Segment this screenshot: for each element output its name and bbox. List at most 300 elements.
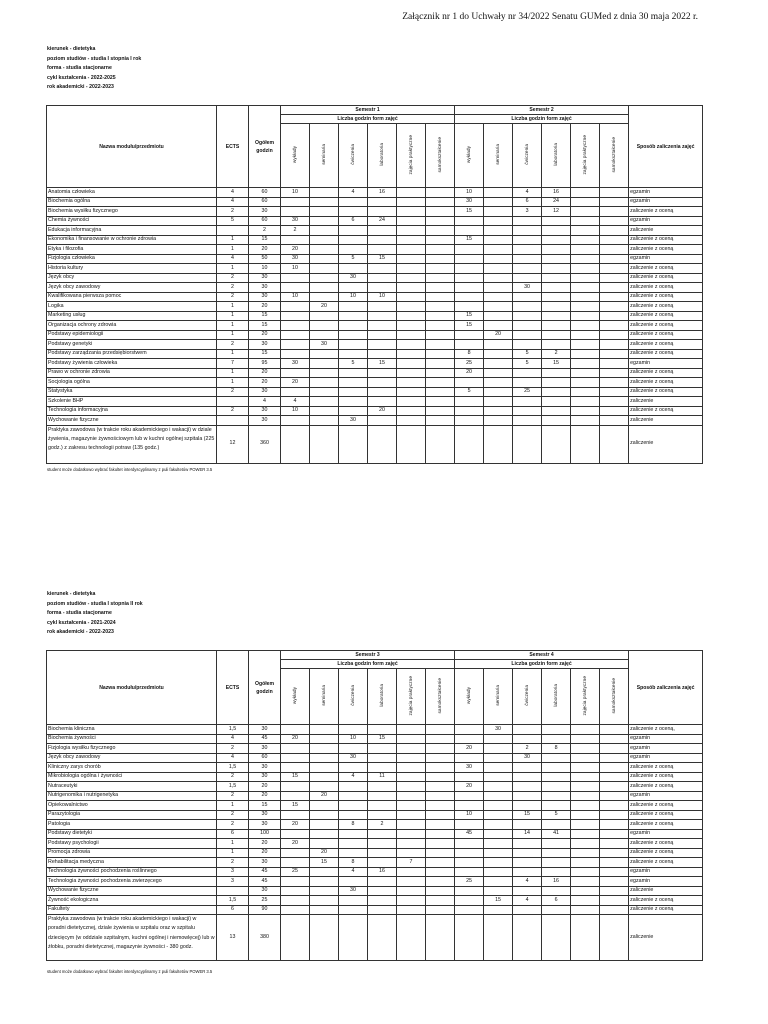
table-cell — [368, 905, 397, 915]
table-cell: 5 — [339, 359, 368, 369]
table-row — [47, 848, 703, 858]
table-cell — [484, 188, 513, 198]
table-cell: 15 — [455, 311, 484, 321]
table-cell — [339, 340, 368, 350]
curriculum-table-year-1 — [46, 105, 703, 464]
form-header-label: ćwiczenia — [524, 685, 530, 706]
table-row — [47, 311, 703, 321]
table-cell — [397, 245, 426, 255]
table-cell: 6 — [217, 905, 249, 915]
table-cell — [397, 867, 426, 877]
assessment-mode: zaliczenie z oceną — [629, 896, 703, 906]
assessment-mode: zaliczenie z oceną — [629, 273, 703, 283]
table-cell — [397, 896, 426, 906]
form-header — [513, 669, 542, 725]
table-cell — [455, 772, 484, 782]
table-cell — [484, 264, 513, 274]
table-cell — [426, 235, 455, 245]
table-cell: 8 — [339, 858, 368, 868]
table-cell: 25 — [513, 387, 542, 397]
table-cell: 20 — [310, 302, 339, 312]
table-cell — [339, 425, 368, 463]
table-cell — [310, 207, 339, 217]
table-cell: 45 — [455, 829, 484, 839]
table-cell — [310, 753, 339, 763]
table-cell — [600, 725, 629, 735]
table-cell — [455, 858, 484, 868]
table-cell — [281, 283, 310, 293]
table-cell: 13 — [217, 915, 249, 961]
table-cell — [397, 378, 426, 388]
table-cell — [484, 406, 513, 416]
table-cell — [571, 772, 600, 782]
table-cell — [281, 791, 310, 801]
table-cell: 20 — [249, 791, 281, 801]
table-cell: 20 — [484, 330, 513, 340]
table-cell — [455, 330, 484, 340]
table-cell — [600, 368, 629, 378]
table-cell — [397, 772, 426, 782]
table-cell — [455, 905, 484, 915]
table-cell — [368, 725, 397, 735]
table-cell: 20 — [310, 848, 339, 858]
table-row — [47, 820, 703, 830]
table-cell — [513, 235, 542, 245]
course-name: Organizacja ochrony zdrowia — [47, 321, 217, 331]
table-cell — [397, 753, 426, 763]
table-cell — [571, 801, 600, 811]
table-row — [47, 302, 703, 312]
table-cell: 1 — [217, 349, 249, 359]
table-row — [47, 340, 703, 350]
table-cell — [484, 292, 513, 302]
table-cell — [600, 905, 629, 915]
table-cell — [600, 753, 629, 763]
table-cell: 45 — [249, 734, 281, 744]
form-header-label: laboratoria — [379, 684, 385, 707]
table-cell — [368, 273, 397, 283]
table-cell: 15 — [249, 801, 281, 811]
table-cell — [513, 763, 542, 773]
table-cell — [600, 858, 629, 868]
table-cell: 25 — [455, 877, 484, 887]
table-cell — [484, 226, 513, 236]
table-cell — [397, 349, 426, 359]
table-cell: 25 — [455, 359, 484, 369]
table-cell — [600, 359, 629, 369]
table-cell — [426, 378, 455, 388]
assessment-mode: zaliczenie z oceną — [629, 368, 703, 378]
table-cell: 60 — [249, 216, 281, 226]
table-cell — [426, 858, 455, 868]
table-cell — [397, 416, 426, 426]
meta-line: poziom studiów - studia I stopnia I rok — [47, 55, 142, 62]
table-cell: 1 — [217, 368, 249, 378]
table-cell: 20 — [281, 378, 310, 388]
table-cell — [484, 349, 513, 359]
course-name: Rehabilitacja medyczna — [47, 858, 217, 868]
table-row — [47, 264, 703, 274]
table-cell: 30 — [249, 810, 281, 820]
hours-group-header: Liczba godzin form zajęć — [281, 115, 455, 124]
table-cell — [426, 273, 455, 283]
table-cell: 30 — [249, 725, 281, 735]
assessment-mode: zaliczenie — [629, 416, 703, 426]
form-header — [310, 124, 339, 188]
form-header — [426, 124, 455, 188]
table-cell — [600, 915, 629, 961]
table-cell — [368, 207, 397, 217]
table-cell — [542, 330, 571, 340]
table-cell: 4 — [513, 896, 542, 906]
assessment-mode: zaliczenie z oceną, — [629, 725, 703, 735]
assessment-mode: zaliczenie z oceną — [629, 340, 703, 350]
table-cell: 1 — [217, 302, 249, 312]
assessment-mode: egzamin — [629, 216, 703, 226]
table-cell — [426, 820, 455, 830]
table-row — [47, 877, 703, 887]
form-header-label: laboratoria — [553, 684, 559, 707]
semester-header: Semestr 3 — [281, 651, 455, 660]
table-cell — [542, 245, 571, 255]
table-cell — [426, 368, 455, 378]
table-cell — [513, 245, 542, 255]
table-cell — [397, 848, 426, 858]
table-cell — [571, 245, 600, 255]
table-cell — [339, 311, 368, 321]
table-cell — [542, 820, 571, 830]
table-cell — [542, 905, 571, 915]
table-cell — [397, 915, 426, 961]
table-cell — [571, 235, 600, 245]
table-cell — [368, 264, 397, 274]
table-cell — [368, 877, 397, 887]
form-header — [339, 124, 368, 188]
table-cell — [513, 321, 542, 331]
table-cell: 60 — [249, 197, 281, 207]
table-cell — [455, 848, 484, 858]
table-cell — [426, 915, 455, 961]
column-header-total: Ogółem godzin — [249, 106, 281, 188]
table-cell — [426, 867, 455, 877]
table-row — [47, 406, 703, 416]
table-row — [47, 867, 703, 877]
table-cell: 2 — [217, 273, 249, 283]
table-cell — [281, 273, 310, 283]
form-header — [368, 669, 397, 725]
table-cell — [484, 848, 513, 858]
meta-line: kierunek - dietetyka — [47, 591, 96, 597]
form-header-label: seminaria — [321, 144, 327, 165]
table-cell: 20 — [249, 302, 281, 312]
table-cell — [542, 397, 571, 407]
semester-header: Semestr 1 — [281, 106, 455, 115]
form-header — [513, 124, 542, 188]
table-cell: 20 — [249, 839, 281, 849]
assessment-mode: zaliczenie z oceną — [629, 905, 703, 915]
table-cell — [600, 406, 629, 416]
table-cell — [339, 397, 368, 407]
course-name: Praktyka zawodowa (w trakcie roku akademickiego i wakacji) w poradni dietetycznej, dziale żywienia w szpitalu oraz w szpitalu dziecięcym (w oddziale szpitalnym, kuchni ogólnej i niemowlęcej) lub w żłobku, poradni dietetycznej, magazynie żywności - 380 godz. — [47, 915, 217, 961]
table-cell — [542, 425, 571, 463]
assessment-mode: egzamin — [629, 734, 703, 744]
table-cell — [513, 264, 542, 274]
table-cell: 4 — [217, 188, 249, 198]
table-cell: 15 — [455, 207, 484, 217]
assessment-mode: zaliczenie z oceną — [629, 858, 703, 868]
table-cell: 10 — [339, 734, 368, 744]
form-header-label: laboratoria — [553, 143, 559, 166]
course-name: Chemia żywności — [47, 216, 217, 226]
table-cell — [310, 283, 339, 293]
table-cell — [542, 772, 571, 782]
course-name: Szkolenie BHP — [47, 397, 217, 407]
table-cell — [310, 782, 339, 792]
table-row — [47, 734, 703, 744]
semester-header: Semestr 4 — [455, 651, 629, 660]
table-cell: 41 — [542, 829, 571, 839]
form-header-label: wykłady — [466, 145, 472, 164]
course-name: Opiekowalnictwo — [47, 801, 217, 811]
table-cell — [542, 886, 571, 896]
table-cell — [571, 782, 600, 792]
table-cell — [426, 425, 455, 463]
table-cell — [455, 406, 484, 416]
table-cell: 20 — [281, 734, 310, 744]
table-cell: 4 — [281, 397, 310, 407]
assessment-mode: zaliczenie — [629, 397, 703, 407]
table-cell — [281, 340, 310, 350]
course-name: Wychowanie fizyczne — [47, 886, 217, 896]
table-cell — [310, 416, 339, 426]
table-cell — [571, 216, 600, 226]
assessment-mode: egzamin — [629, 877, 703, 887]
table-cell — [310, 839, 339, 849]
table-cell — [571, 283, 600, 293]
table-cell — [281, 810, 310, 820]
table-cell — [281, 349, 310, 359]
table-cell — [397, 782, 426, 792]
table-cell — [397, 264, 426, 274]
table-cell — [600, 416, 629, 426]
table-row — [47, 216, 703, 226]
table-cell: 20 — [249, 368, 281, 378]
table-cell — [217, 226, 249, 236]
table-cell — [339, 330, 368, 340]
table-cell — [542, 321, 571, 331]
hours-group-header: Liczba godzin form zajęć — [455, 660, 629, 669]
form-header-label: zajęcia praktyczne — [582, 675, 588, 716]
table-cell — [310, 368, 339, 378]
table-cell: 360 — [249, 425, 281, 463]
table-cell: 2 — [217, 744, 249, 754]
meta-line: cykl kształcenia - 2021-2024 — [47, 619, 116, 626]
course-name: Biochemia kliniczna — [47, 725, 217, 735]
table-cell — [310, 321, 339, 331]
table-cell — [281, 416, 310, 426]
table-cell — [455, 801, 484, 811]
table-cell — [600, 744, 629, 754]
form-header-label: seminaria — [495, 685, 501, 706]
table-cell — [368, 197, 397, 207]
table-cell — [571, 226, 600, 236]
assessment-mode: zaliczenie z oceną — [629, 839, 703, 849]
table-cell — [571, 378, 600, 388]
form-header-label: laboratoria — [379, 143, 385, 166]
table-cell — [542, 848, 571, 858]
table-cell — [571, 848, 600, 858]
table-cell — [310, 226, 339, 236]
table-cell — [426, 791, 455, 801]
table-cell: 15 — [310, 858, 339, 868]
course-name: Marketing usług — [47, 311, 217, 321]
table-cell: 20 — [281, 820, 310, 830]
table-cell — [310, 378, 339, 388]
table-row — [47, 273, 703, 283]
table-cell — [600, 283, 629, 293]
table-cell — [542, 867, 571, 877]
table-row — [47, 368, 703, 378]
table-cell: 20 — [249, 245, 281, 255]
table-cell — [600, 188, 629, 198]
table-cell: 4 — [513, 188, 542, 198]
table-cell — [513, 254, 542, 264]
table-cell — [397, 886, 426, 896]
table-cell — [571, 915, 600, 961]
table-cell — [368, 302, 397, 312]
table-row — [47, 763, 703, 773]
table-cell: 12 — [217, 425, 249, 463]
table-cell — [397, 725, 426, 735]
table-row — [47, 829, 703, 839]
table-cell — [600, 321, 629, 331]
table-cell — [600, 810, 629, 820]
table-cell — [397, 368, 426, 378]
table-cell — [542, 753, 571, 763]
table-cell: 3 — [217, 877, 249, 887]
table-cell: 2 — [217, 292, 249, 302]
table-cell — [310, 254, 339, 264]
form-header — [542, 669, 571, 725]
table-cell: 1 — [217, 839, 249, 849]
table-cell: 30 — [339, 273, 368, 283]
table-cell — [600, 216, 629, 226]
table-cell: 4 — [513, 877, 542, 887]
table-cell — [281, 848, 310, 858]
table-cell: 8 — [542, 744, 571, 754]
table-cell — [339, 368, 368, 378]
meta-line: poziom studiów - studia I stopnia II rok — [47, 600, 143, 607]
course-name: Mikrobiologia ogólna i żywności — [47, 772, 217, 782]
form-header-label: ćwiczenia — [350, 144, 356, 165]
table-cell — [281, 782, 310, 792]
table-cell — [310, 292, 339, 302]
form-header — [600, 124, 629, 188]
table-cell: 15 — [513, 810, 542, 820]
table-cell: 50 — [249, 254, 281, 264]
table-cell — [426, 302, 455, 312]
table-cell — [426, 810, 455, 820]
course-name: Podstawy genetyki — [47, 340, 217, 350]
table-cell — [310, 188, 339, 198]
table-cell — [571, 207, 600, 217]
table-cell — [217, 416, 249, 426]
course-name: Biochemia wysiłku fizycznego — [47, 207, 217, 217]
table-cell — [397, 801, 426, 811]
table-cell — [426, 207, 455, 217]
table-cell — [600, 397, 629, 407]
table-cell — [513, 791, 542, 801]
assessment-mode: zaliczenie z oceną — [629, 820, 703, 830]
table-cell — [484, 820, 513, 830]
table-cell — [426, 349, 455, 359]
table-cell — [571, 425, 600, 463]
table-cell — [339, 235, 368, 245]
table-cell: 6 — [339, 216, 368, 226]
table-cell — [368, 801, 397, 811]
course-name: Statystyka — [47, 387, 217, 397]
table-cell — [310, 896, 339, 906]
assessment-mode: zaliczenie z oceną — [629, 292, 703, 302]
table-cell: 30 — [281, 254, 310, 264]
table-cell — [310, 216, 339, 226]
table-cell — [339, 387, 368, 397]
table-cell — [484, 235, 513, 245]
table-cell — [484, 915, 513, 961]
table-cell — [426, 245, 455, 255]
table-cell — [513, 848, 542, 858]
table-cell — [426, 886, 455, 896]
meta-line: forma - studia stacjonarne — [47, 610, 112, 617]
table-cell: 2 — [249, 226, 281, 236]
table-cell — [484, 245, 513, 255]
table-cell — [368, 226, 397, 236]
table-cell — [600, 387, 629, 397]
table-cell — [455, 283, 484, 293]
table-cell: 4 — [217, 753, 249, 763]
table-cell — [513, 416, 542, 426]
table-cell: 12 — [542, 207, 571, 217]
course-name: Promocja zdrowia — [47, 848, 217, 858]
assessment-mode: zaliczenie — [629, 915, 703, 961]
table-cell: 20 — [249, 782, 281, 792]
table-cell — [600, 235, 629, 245]
course-name: Parazytologia — [47, 810, 217, 820]
table-cell — [513, 886, 542, 896]
table-row — [47, 321, 703, 331]
table-cell — [397, 397, 426, 407]
table-cell — [426, 321, 455, 331]
table-cell — [484, 283, 513, 293]
table-cell: 380 — [249, 915, 281, 961]
assessment-mode: zaliczenie z oceną — [629, 302, 703, 312]
table-cell — [571, 311, 600, 321]
table-cell — [281, 207, 310, 217]
table-cell — [571, 292, 600, 302]
table-cell — [513, 406, 542, 416]
table-cell — [339, 905, 368, 915]
assessment-mode: zaliczenie — [629, 226, 703, 236]
assessment-mode: zaliczenie — [629, 886, 703, 896]
table-row — [47, 425, 703, 463]
table-cell — [571, 416, 600, 426]
table-row — [47, 226, 703, 236]
table-cell: 3 — [217, 867, 249, 877]
table-cell — [571, 725, 600, 735]
assessment-mode: zaliczenie z oceną — [629, 848, 703, 858]
table-cell: 4 — [217, 254, 249, 264]
table-cell — [600, 264, 629, 274]
